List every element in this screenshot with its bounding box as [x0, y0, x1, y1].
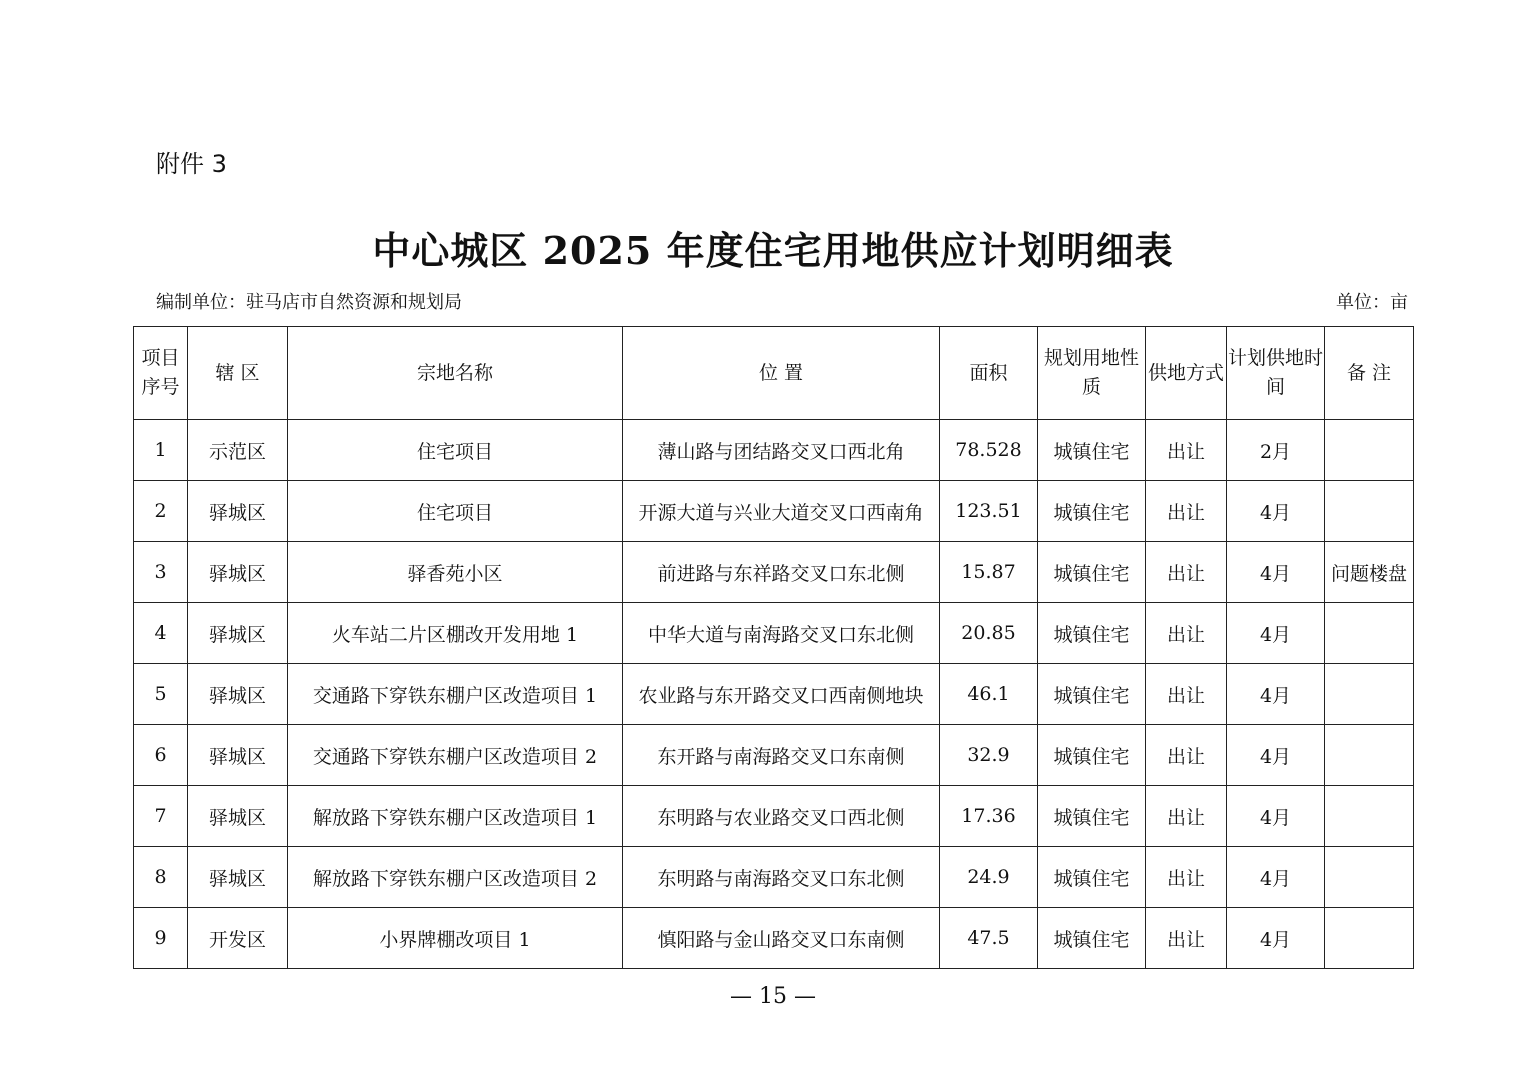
header-remark: 备 注 [1325, 327, 1414, 420]
cell-remark [1325, 481, 1414, 542]
cell-district: 驿城区 [188, 664, 288, 725]
cell-district: 驿城区 [188, 542, 288, 603]
table-row [134, 542, 1414, 603]
table-row [134, 481, 1414, 542]
cell-use: 城镇住宅 [1038, 542, 1146, 603]
cell-use: 城镇住宅 [1038, 481, 1146, 542]
cell-location: 薄山路与团结路交叉口西北角 [623, 420, 940, 481]
cell-location: 东明路与农业路交叉口西北侧 [623, 786, 940, 847]
cell-area: 46.1 [940, 664, 1038, 725]
cell-time: 2月 [1227, 420, 1325, 481]
header-area: 面积 [940, 327, 1038, 420]
cell-method: 出让 [1146, 542, 1227, 603]
cell-method: 出让 [1146, 786, 1227, 847]
cell-location: 东开路与南海路交叉口东南侧 [623, 725, 940, 786]
cell-name: 小界牌棚改项目 1 [288, 908, 623, 969]
cell-location: 开源大道与兴业大道交叉口西南角 [623, 481, 940, 542]
measurement-unit: 单位：亩 [1336, 292, 1408, 313]
table-row [134, 603, 1414, 664]
header-district: 辖 区 [188, 327, 288, 420]
cell-remark [1325, 664, 1414, 725]
cell-time: 4月 [1227, 725, 1325, 786]
cell-area: 123.51 [940, 481, 1038, 542]
table-row [134, 725, 1414, 786]
cell-location: 慎阳路与金山路交叉口东南侧 [623, 908, 940, 969]
cell-area: 32.9 [940, 725, 1038, 786]
cell-use: 城镇住宅 [1038, 664, 1146, 725]
cell-time: 4月 [1227, 786, 1325, 847]
cell-method: 出让 [1146, 725, 1227, 786]
cell-method: 出让 [1146, 420, 1227, 481]
cell-use: 城镇住宅 [1038, 725, 1146, 786]
cell-location: 前进路与东祥路交叉口东北侧 [623, 542, 940, 603]
attachment-label: 附件 3 [156, 150, 227, 178]
cell-location: 中华大道与南海路交叉口东北侧 [623, 603, 940, 664]
cell-method: 出让 [1146, 664, 1227, 725]
table-row [134, 847, 1414, 908]
cell-area: 15.87 [940, 542, 1038, 603]
cell-remark [1325, 603, 1414, 664]
cell-district: 开发区 [188, 908, 288, 969]
cell-seq: 2 [134, 481, 188, 542]
cell-time: 4月 [1227, 847, 1325, 908]
cell-area: 78.528 [940, 420, 1038, 481]
cell-name: 火车站二片区棚改开发用地 1 [288, 603, 623, 664]
cell-remark: 问题楼盘 [1325, 542, 1414, 603]
cell-seq: 8 [134, 847, 188, 908]
cell-area: 24.9 [940, 847, 1038, 908]
table-header-row [134, 327, 1414, 420]
cell-seq: 5 [134, 664, 188, 725]
cell-time: 4月 [1227, 542, 1325, 603]
cell-use: 城镇住宅 [1038, 908, 1146, 969]
cell-remark [1325, 725, 1414, 786]
header-use: 规划用地性质 [1038, 327, 1146, 420]
cell-time: 4月 [1227, 664, 1325, 725]
cell-name: 解放路下穿铁东棚户区改造项目 2 [288, 847, 623, 908]
table-row [134, 908, 1414, 969]
header-time: 计划供地时 间 [1227, 327, 1325, 420]
cell-method: 出让 [1146, 847, 1227, 908]
cell-remark [1325, 420, 1414, 481]
cell-location: 农业路与东开路交叉口西南侧地块 [623, 664, 940, 725]
cell-time: 4月 [1227, 481, 1325, 542]
page-number: — 15 — [730, 984, 816, 1009]
cell-location: 东明路与南海路交叉口东北侧 [623, 847, 940, 908]
cell-name: 驿香苑小区 [288, 542, 623, 603]
header-name: 宗地名称 [288, 327, 623, 420]
cell-area: 20.85 [940, 603, 1038, 664]
table-row [134, 664, 1414, 725]
header-location: 位 置 [623, 327, 940, 420]
cell-district: 驿城区 [188, 725, 288, 786]
cell-method: 出让 [1146, 603, 1227, 664]
table-row [134, 786, 1414, 847]
cell-area: 47.5 [940, 908, 1038, 969]
cell-name: 住宅项目 [288, 420, 623, 481]
cell-remark [1325, 786, 1414, 847]
cell-seq: 4 [134, 603, 188, 664]
cell-district: 驿城区 [188, 847, 288, 908]
cell-use: 城镇住宅 [1038, 420, 1146, 481]
cell-method: 出让 [1146, 908, 1227, 969]
compiling-organization: 编制单位：驻马店市自然资源和规划局 [156, 292, 462, 313]
cell-seq: 1 [134, 420, 188, 481]
cell-method: 出让 [1146, 481, 1227, 542]
cell-use: 城镇住宅 [1038, 603, 1146, 664]
cell-district: 驿城区 [188, 786, 288, 847]
cell-use: 城镇住宅 [1038, 847, 1146, 908]
cell-name: 交通路下穿铁东棚户区改造项目 1 [288, 664, 623, 725]
cell-seq: 9 [134, 908, 188, 969]
cell-seq: 7 [134, 786, 188, 847]
cell-district: 驿城区 [188, 481, 288, 542]
header-method: 供地方式 [1146, 327, 1227, 420]
cell-use: 城镇住宅 [1038, 786, 1146, 847]
page-title: 中心城区 2025 年度住宅用地供应计划明细表 [372, 228, 1174, 273]
table-row [134, 420, 1414, 481]
land-supply-table [133, 326, 1414, 969]
cell-area: 17.36 [940, 786, 1038, 847]
cell-seq: 3 [134, 542, 188, 603]
cell-remark [1325, 908, 1414, 969]
cell-name: 解放路下穿铁东棚户区改造项目 1 [288, 786, 623, 847]
cell-name: 住宅项目 [288, 481, 623, 542]
cell-name: 交通路下穿铁东棚户区改造项目 2 [288, 725, 623, 786]
header-seq: 项目序号 [134, 327, 188, 420]
cell-district: 驿城区 [188, 603, 288, 664]
cell-district: 示范区 [188, 420, 288, 481]
cell-time: 4月 [1227, 908, 1325, 969]
cell-seq: 6 [134, 725, 188, 786]
cell-remark [1325, 847, 1414, 908]
cell-time: 4月 [1227, 603, 1325, 664]
